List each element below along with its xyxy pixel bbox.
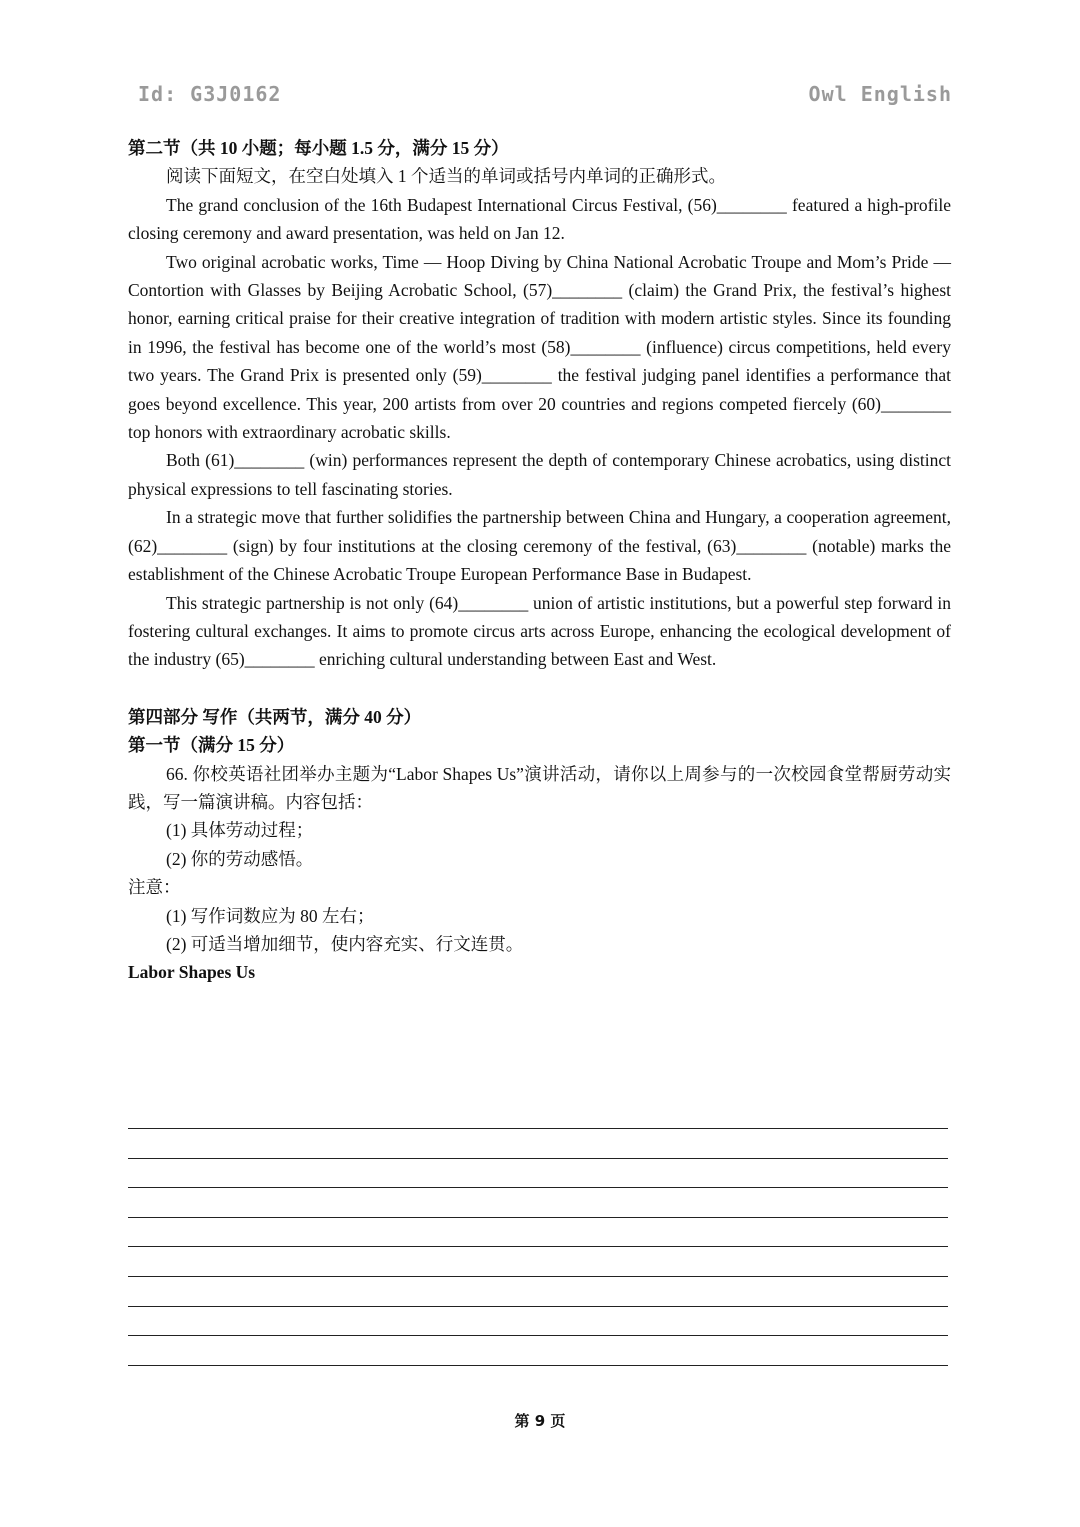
passage-paragraph-1: The grand conclusion of the 16th Budapest International Circus Festival, (56)________ featured a high-profile closing ceremony and award presentation, was held on Jan 12. — [128, 194, 951, 244]
passage-paragraph-3: Both (61)________ (win) performances represent the depth of contemporary Chinese acrobatics, using distinct physical expressions to tell fascinating stories. — [128, 450, 951, 499]
writing-prompt: 66. 你校英语社团举办主题为“Labor Shapes Us”演讲活动，请你以上周参与的一次校园食堂帮厨劳动实践，写一篇演讲稿。内容包括： — [128, 763, 951, 812]
prompt-point-1: (1) 具体劳动过程； — [166, 820, 314, 841]
brand-name: Owl English — [808, 82, 952, 106]
passage-paragraph-4: In a strategic move that further solidifies the partnership between China and Hungary, a cooperation agreement, (62)________ (sign) by four institutions at the closing ceremony of the festival, (63)________ (notable) marks the establishment of the Chinese Acrobatic Troupe European Performance Base in Budapest. — [128, 507, 951, 585]
exam-id: Id: G3J0162 — [138, 82, 282, 106]
page-number: 第 9 页 — [514, 1412, 566, 1430]
writing-line[interactable] — [128, 1246, 948, 1276]
section2-heading: 第二节（共 10 小题；每小题 1.5 分，满分 15 分） — [128, 138, 509, 158]
content-body — [128, 134, 951, 987]
writing-line[interactable] — [128, 1365, 948, 1395]
writing-line[interactable] — [128, 1335, 948, 1365]
essay-title: Labor Shapes Us — [128, 962, 256, 983]
part4-section1-heading: 第一节（满分 15 分） — [128, 735, 295, 756]
writing-line[interactable] — [128, 1187, 948, 1217]
writing-line[interactable] — [128, 1276, 948, 1306]
note-2: (2) 可适当增加细节，使内容充实、行文连贯。 — [166, 933, 524, 954]
writing-lines[interactable] — [128, 1128, 948, 1394]
writing-line[interactable] — [128, 1306, 948, 1336]
passage-paragraph-5: This strategic partnership is not only (64)________ union of artistic institutions, but a powerful step forward in fostering cultural exchanges. It aims to promote circus arts across Europe, enhancing the ecological development of the industry (65)________ enriching cultural understanding between East and West. — [128, 592, 951, 670]
part4-heading: 第四部分 写作（共两节，满分 40 分） — [128, 706, 422, 727]
section2-instruction: 阅读下面短文，在空白处填入 1 个适当的单词或括号内单词的正确形式。 — [166, 166, 726, 187]
writing-line[interactable] — [128, 1158, 948, 1188]
prompt-point-2: (2) 你的劳动感悟。 — [166, 848, 314, 869]
note-label: 注意： — [128, 877, 181, 898]
section-spacer — [128, 674, 951, 703]
writing-line[interactable] — [128, 1217, 948, 1247]
note-1: (1) 写作词数应为 80 左右； — [166, 905, 375, 926]
writing-line[interactable] — [128, 1128, 948, 1158]
passage-paragraph-2: Two original acrobatic works, Time — Hoop Diving by China National Acrobatic Troupe and Mom’s Pride — Contortion with Glasses by Beijing Acrobatic School, (57)________ (claim) the Grand Prix, the festival’s highest honor, earning critical praise for their creative integration of tradition with modern artistic styles. Since its founding in 1996, the festival has become one of the world’s most (58)________ (influence) circus competitions, held every two years. The Grand Prix is presented only (59)________ the festival judging panel identifies a performance that goes beyond excellence. This year, 200 artists from over 20 countries and regions competed fiercely (60)________ top honors with extraordinary acrobatic skills. — [128, 251, 951, 443]
